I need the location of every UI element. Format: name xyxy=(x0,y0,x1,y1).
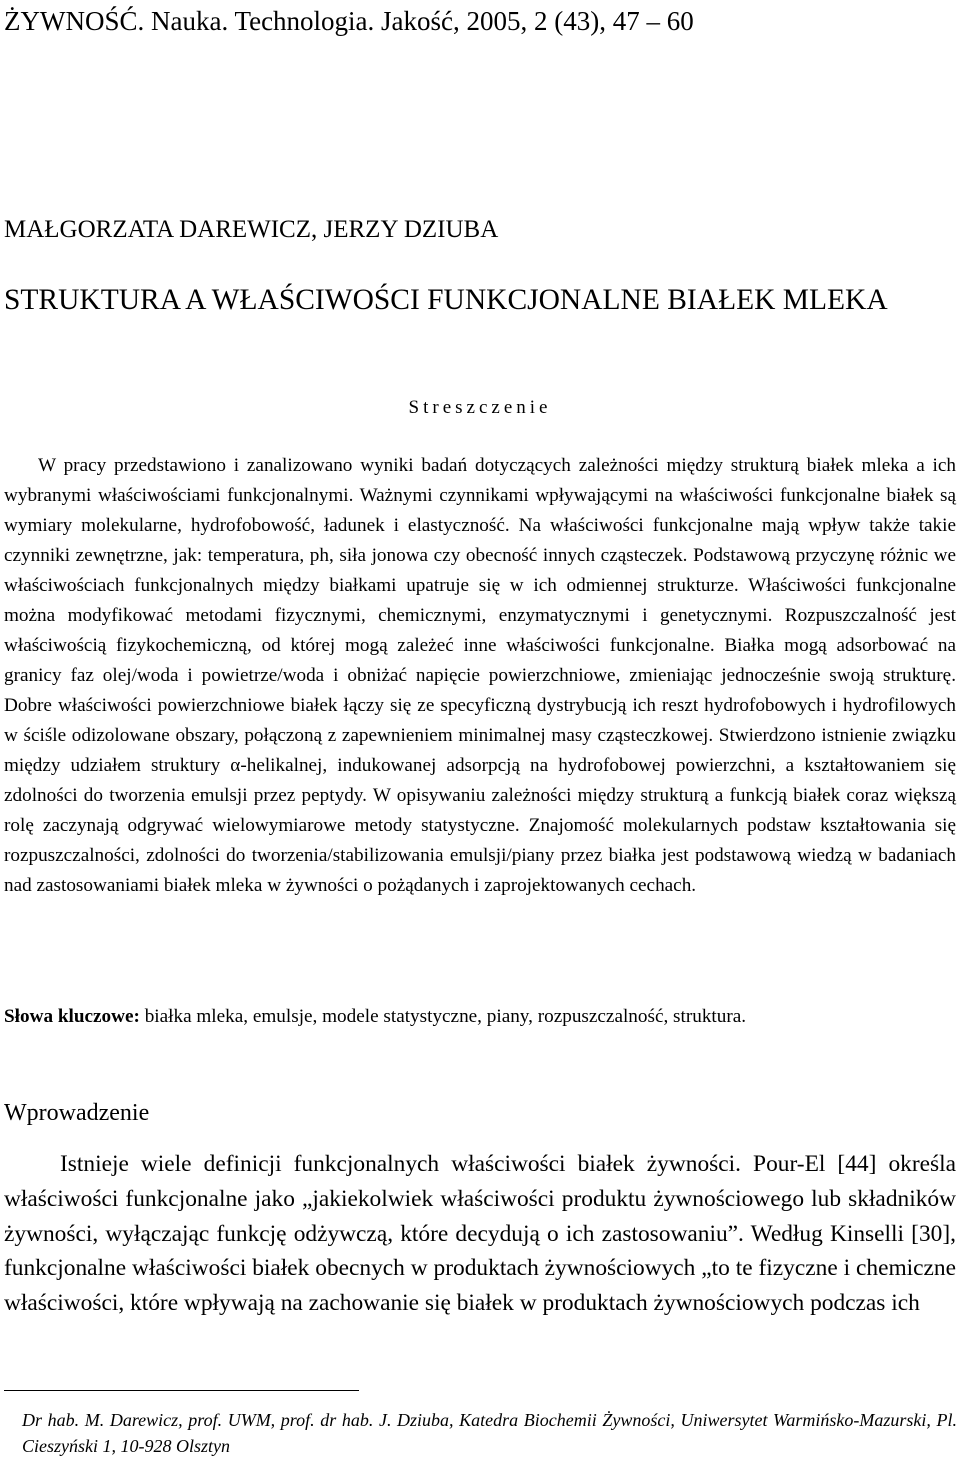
abstract-text: W pracy przedstawiono i zanalizowano wyniki badań dotyczących zależności między strukturą białek mleka a ich wybranymi właściwościami funkcjonalnymi. Ważnymi czynnikami wpływającymi na właściwości funkcjonalne białek są wymiary molekularne, hydrofobowość, ładunek i elastyczność. Na właściwości funkcjonalne mają wpływ także takie czynniki zewnętrzne, jak: temperatura, ph, siła jonowa czy obecność innych cząsteczek. Podstawową przyczynę różnic we właściwościach funkcjonalnych między białkami upatruje się w ich odmiennej strukturze. Właściwości funkcjonalne można modyfikować metodami fizycznymi, chemicznymi, enzymatycznymi i genetycznymi. Rozpuszczalność jest właściwością fizykochemiczną, od której mogą zależeć inne właściwości funkcjonalne. Białka mogą adsorbować na granicy faz olej/woda i powietrze/woda i obniżać napięcie powierzchniowe, zmieniając jednocześnie swoją strukturę. Dobre właściwości powierzchniowe białek łączy się ze specyficzną dystrybucją ich reszt hydrofobowych i hydrofilowych w ściśle odizolowane obszary, połączoną z zapewnieniem minimalnej masy cząsteczkowej. Stwierdzono istnienie związku między udziałem struktury α-helikalnej, indukowanej adsorpcją na hydrofobowej powierzchni, a kształtowaniem się zdolności do tworzenia emulsji przez peptydy. W opisywaniu zależności między strukturą a funkcją białek coraz większą rolę zaczynają odgrywać wielowymiarowe metody statystyczne. Znajomość molekularnych podstaw kształtowania się rozpuszczalności, zdolności do tworzenia/stabilizowania emulsji/piany przez białka jest podstawową wiedzą w badaniach nad zastosowaniami białek mleka w żywności o pożądanych i zaprojektowanych cechach. xyxy=(4,455,956,896)
section-heading-introduction: Wprowadzenie xyxy=(4,1100,150,1126)
keywords xyxy=(4,1002,956,1032)
author-affiliation-footnote: Dr hab. M. Darewicz, prof. UWM, prof. dr hab. J. Dziuba, Katedra Biochemii Żywności, Uniwersytet Warmińsko-Mazurski, Pl. Cieszyński 1, 10-928 Olsztyn xyxy=(22,1410,957,1456)
journal-header: ŻYWNOŚĆ. Nauka. Technologia. Jakość, 2005, 2 (43), 47 – 60 xyxy=(4,6,694,36)
keywords-text: białka mleka, emulsje, modele statystyczne, piany, rozpuszczalność, struktura. xyxy=(139,1006,747,1027)
article-authors: MAŁGORZATA DAREWICZ, JERZY DZIUBA xyxy=(4,216,499,243)
keywords-label: Słowa kluczowe: xyxy=(4,1006,140,1027)
abstract-heading: Streszczenie xyxy=(408,397,552,418)
footnote-divider xyxy=(4,1390,359,1391)
introduction-text: Istnieje wiele definicji funkcjonalnych właściwości białek żywności. Pour-El [44] określa właściwości funkcjonalne jako „jakiekolwiek właściwości produktu żywnościowego lub składników żywności, wyłączając funkcję odżywczą, które decydują o ich zastosowaniu”. Według Kinselli [30], funkcjonalne właściwości białek obecnych w produktach żywnościowych „to te fizyczne i chemiczne właściwości, które wpływają na zachowanie się białek w produktach żywnościowych podczas ich xyxy=(4,1151,956,1317)
article-title: STRUKTURA A WŁAŚCIWOŚCI FUNKCJONALNE BIAŁEK MLEKA xyxy=(4,284,888,316)
